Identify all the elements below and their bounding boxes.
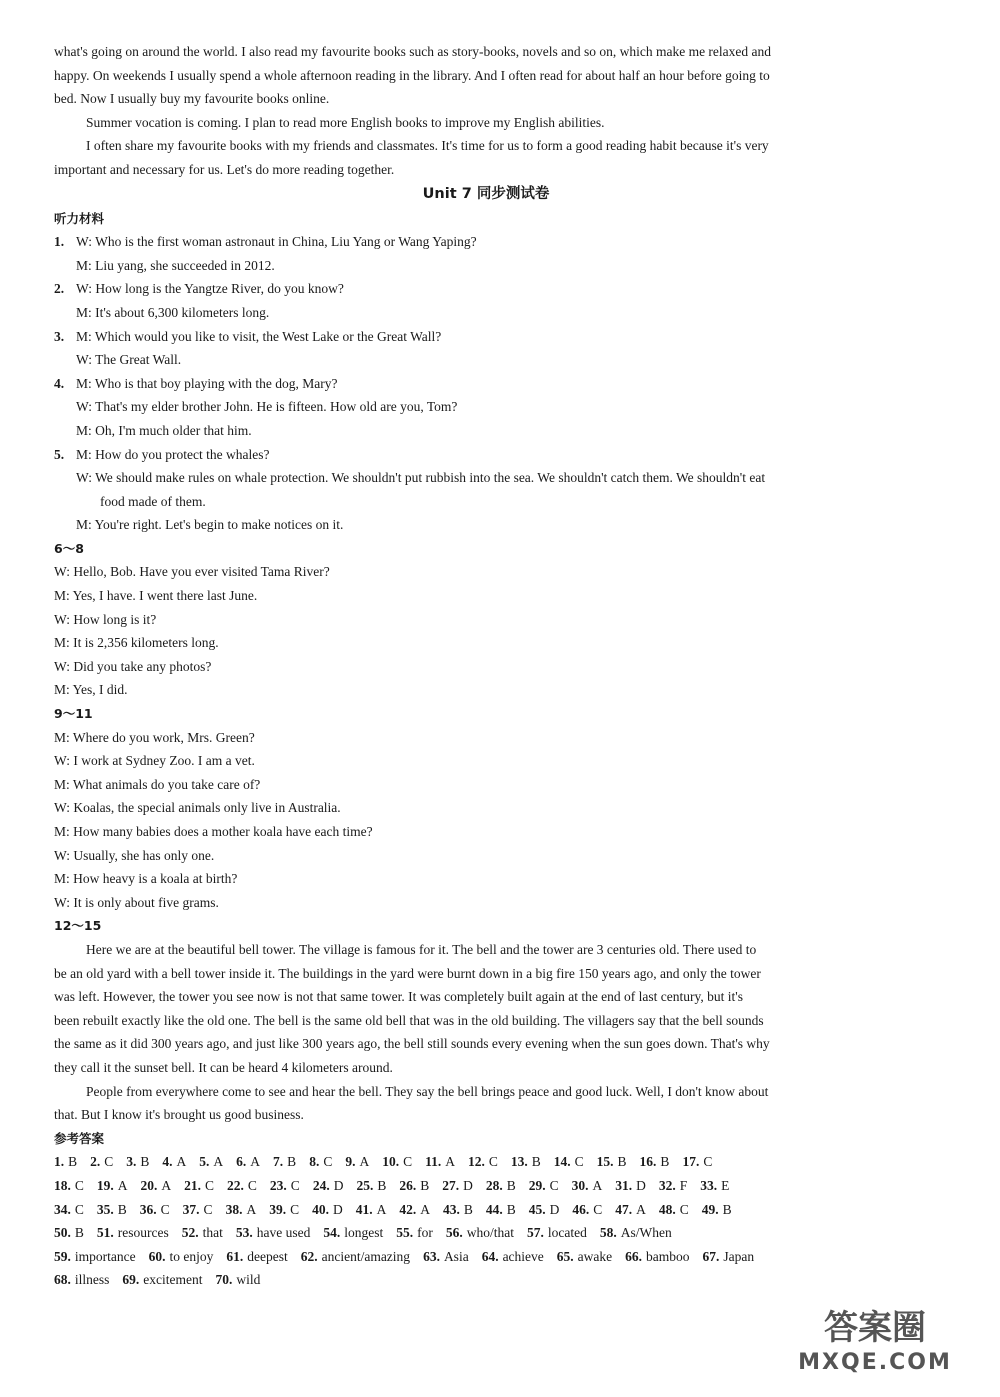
answer-number: 61. — [226, 1248, 244, 1264]
answer-item — [140, 1198, 170, 1222]
answer-value: C — [679, 1201, 689, 1217]
question-number: 4. — [54, 375, 65, 391]
answer-value: who/that — [466, 1225, 514, 1241]
answer-row — [54, 1150, 918, 1174]
text-line: M: Where do you work, Mrs. Green? — [54, 729, 255, 745]
answer-number: 49. — [701, 1201, 719, 1217]
text-line: M: How many babies does a mother koala have each time? — [54, 824, 373, 839]
answer-number: 62. — [300, 1248, 318, 1264]
text-line: W: Koalas, the special animals only live in Australia. — [54, 800, 341, 816]
answer-value: D — [636, 1177, 646, 1193]
text-line: M: What animals do you take care of? — [54, 776, 261, 792]
answer-value: illness — [74, 1272, 110, 1288]
answer-value: deepest — [247, 1248, 288, 1264]
answer-number: 20. — [140, 1177, 158, 1193]
answer-value: awake — [577, 1248, 613, 1264]
answer-number: 60. — [148, 1248, 166, 1264]
answer-value: Japan — [723, 1248, 755, 1264]
question-number: 2. — [54, 281, 65, 297]
answer-row — [54, 1198, 918, 1222]
text-line: W: It is only about five grams. — [54, 894, 219, 910]
answer-number: 10. — [382, 1154, 400, 1170]
answer-number: 2. — [90, 1154, 101, 1170]
answer-item — [702, 1198, 732, 1222]
answer-item — [54, 1150, 77, 1174]
answer-item — [486, 1198, 516, 1222]
text-line: W: How long is it? — [54, 611, 157, 627]
answer-number: 7. — [273, 1154, 284, 1170]
answer-number: 58. — [599, 1225, 617, 1241]
dialogue-list — [54, 230, 918, 537]
text-line: been rebuilt exactly like the old one. The bell is the same old bell that was in the old building. The villagers say that the bell sounds — [54, 1012, 764, 1028]
text-line: be an old yard with a bell tower inside it. The buildings in the yard were burnt down in a big fire 150 years ago, and only the tower — [54, 965, 761, 981]
answer-value: C — [104, 1154, 114, 1170]
answer-value: B — [722, 1201, 732, 1217]
answer-item — [572, 1198, 602, 1222]
answer-number: 66. — [625, 1248, 643, 1264]
answer-item — [141, 1174, 172, 1198]
answer-number: 5. — [199, 1154, 210, 1170]
answer-value: As/When — [620, 1225, 672, 1241]
dialogue-6-8 — [54, 560, 918, 702]
answer-value: A — [176, 1154, 187, 1170]
dialogue-line — [54, 325, 918, 349]
question-number: 3. — [54, 328, 65, 344]
answer-value: A — [250, 1154, 261, 1170]
answer-item — [615, 1174, 646, 1198]
answer-value: B — [74, 1225, 84, 1241]
answer-item — [97, 1221, 169, 1245]
answer-number: 32. — [658, 1177, 676, 1193]
answer-value: C — [323, 1154, 333, 1170]
answer-value: A — [213, 1154, 224, 1170]
dialogue-line — [54, 395, 918, 419]
dialogue-text: W: That's my elder brother John. He is fifteen. How old are you, Tom? — [76, 399, 458, 415]
answer-number: 33. — [700, 1177, 718, 1193]
answer-number: 26. — [399, 1177, 417, 1193]
answer-number: 57. — [526, 1225, 544, 1241]
dialogue-line — [54, 230, 918, 254]
answer-value: A — [359, 1154, 370, 1170]
dialogue-line — [54, 301, 918, 325]
answer-item — [468, 1150, 498, 1174]
text-line: that. But I know it's brought us good business. — [54, 1107, 304, 1123]
answer-number: 15. — [596, 1154, 614, 1170]
answer-value: C — [593, 1201, 603, 1217]
answer-item — [511, 1150, 541, 1174]
answer-number: 55. — [396, 1225, 414, 1241]
answer-item — [226, 1198, 257, 1222]
answer-number: 24. — [312, 1177, 330, 1193]
answer-value: that — [202, 1225, 223, 1241]
answer-number: 45. — [528, 1201, 546, 1217]
dialogue-text: M: Which would you like to visit, the West Lake or the Great Wall? — [76, 328, 442, 344]
answer-item — [572, 1174, 603, 1198]
answer-item — [443, 1198, 473, 1222]
answer-item — [597, 1150, 627, 1174]
answer-value: A — [376, 1201, 387, 1217]
text-line: bed. Now I usually buy my favourite books online. — [54, 91, 330, 107]
answer-number: 47. — [615, 1201, 633, 1217]
answer-row — [54, 1268, 918, 1292]
answer-number: 22. — [227, 1177, 244, 1193]
text-line: M: It is 2,356 kilometers long. — [54, 635, 219, 651]
dialogue-text: food made of them. — [100, 493, 206, 509]
answer-value: A — [420, 1201, 430, 1217]
dialogue-text: W: The Great Wall. — [76, 352, 182, 368]
answer-item — [97, 1174, 128, 1198]
answer-value: B — [140, 1154, 150, 1170]
dialogue-text: M: Who is that boy playing with the dog, Mary? — [76, 375, 338, 391]
answer-number: 9. — [345, 1154, 356, 1170]
answer-number: 27. — [442, 1177, 460, 1193]
answer-number: 41. — [355, 1201, 373, 1217]
answer-number: 13. — [510, 1154, 528, 1170]
answer-item — [309, 1150, 332, 1174]
answer-item — [527, 1221, 587, 1245]
answer-item — [162, 1150, 186, 1174]
section-heading-9-11: 9～11 — [54, 706, 93, 722]
answer-value: D — [332, 1201, 343, 1217]
answer-value: ancient/amazing — [321, 1248, 411, 1264]
answer-item — [600, 1221, 672, 1245]
answer-value: B — [287, 1154, 297, 1170]
answer-value: B — [463, 1201, 473, 1217]
answer-value: F — [679, 1177, 688, 1193]
answer-item — [301, 1245, 410, 1269]
answer-number: 1. — [54, 1154, 65, 1170]
answer-row — [54, 1174, 918, 1198]
answer-value: D — [463, 1177, 473, 1193]
answer-value: importance — [74, 1248, 136, 1264]
answer-value: located — [547, 1225, 587, 1241]
dialogue-line — [54, 372, 918, 396]
answer-item — [226, 1245, 287, 1269]
answer-value: wild — [236, 1272, 261, 1288]
answer-value: excitement — [143, 1272, 203, 1288]
answer-number: 29. — [528, 1177, 546, 1193]
text-line: W: Hello, Bob. Have you ever visited Tama River? — [54, 564, 330, 580]
answer-number: 19. — [96, 1177, 114, 1193]
answer-number: 44. — [485, 1201, 503, 1217]
text-line: happy. On weekends I usually spend a whole afternoon reading in the library. And I often read for about half an hour before going to — [54, 67, 770, 83]
answer-value: have used — [256, 1225, 311, 1241]
answer-number: 16. — [639, 1154, 657, 1170]
answer-value: B — [420, 1177, 430, 1193]
answer-number: 64. — [481, 1248, 499, 1264]
answer-number: 34. — [54, 1201, 71, 1217]
answer-number: 25. — [356, 1177, 374, 1193]
answer-value: A — [445, 1154, 455, 1170]
unit-title: Unit 7 同步测试卷 — [422, 185, 550, 202]
text-line: M: Yes, I did. — [54, 682, 128, 698]
answer-item — [396, 1221, 433, 1245]
answer-number: 67. — [702, 1248, 720, 1264]
answer-number: 30. — [571, 1177, 589, 1193]
answer-value: C — [290, 1201, 300, 1217]
text-line: the same as it did 300 years ago, and just like 300 years ago, the bell still sounds every evening when the sun goes down. That's why — [54, 1036, 770, 1052]
answer-number: 4. — [162, 1154, 173, 1170]
answer-value: C — [703, 1154, 713, 1170]
answer-item — [682, 1150, 712, 1174]
passage-paragraph-1 — [54, 938, 918, 1080]
watermark-title: 答案圈 — [824, 1308, 926, 1348]
text-line: W: Did you take any photos? — [54, 658, 212, 674]
answer-value: B — [377, 1177, 387, 1193]
answer-number: 43. — [442, 1201, 460, 1217]
answer-item — [97, 1198, 127, 1222]
answer-value: A — [636, 1201, 646, 1217]
answer-item — [399, 1198, 430, 1222]
dialogue-9-11 — [54, 726, 918, 915]
dialogue-text: M: How do you protect the whales? — [76, 446, 270, 462]
answer-value: C — [574, 1154, 584, 1170]
answer-number: 53. — [235, 1225, 253, 1241]
answer-item — [486, 1174, 516, 1198]
answer-item — [122, 1268, 202, 1292]
answer-item — [270, 1174, 300, 1198]
answer-value: C — [203, 1201, 213, 1217]
watermark-logo — [780, 1299, 970, 1377]
text-line: Here we are at the beautiful bell tower. The village is famous for it. The bell and the tower are 3 centuries old. There used to — [86, 941, 757, 957]
answers-heading: 参考答案 — [54, 1130, 105, 1146]
answer-number: 36. — [139, 1201, 157, 1217]
answer-number: 56. — [445, 1225, 463, 1241]
answer-number: 50. — [54, 1225, 71, 1241]
answer-number: 70. — [215, 1272, 233, 1288]
dialogue-text: W: We should make rules on whale protection. We shouldn't put rubbish into the sea. We shouldn't catch them. We shouldn't eat — [76, 470, 766, 486]
answer-item — [126, 1150, 149, 1174]
answer-item — [482, 1245, 544, 1269]
answer-value: D — [549, 1201, 560, 1217]
dialogue-line — [54, 443, 918, 467]
dialogue-text: W: How long is the Yangtze River, do you know? — [76, 281, 344, 297]
answer-value: B — [506, 1177, 516, 1193]
answer-number: 21. — [184, 1177, 202, 1193]
answer-item — [269, 1198, 299, 1222]
answer-item — [446, 1221, 514, 1245]
answer-number: 6. — [236, 1154, 247, 1170]
answer-item — [659, 1198, 689, 1222]
answer-number: 17. — [682, 1154, 700, 1170]
answer-item — [54, 1268, 109, 1292]
answer-number: 18. — [54, 1177, 71, 1193]
answer-number: 69. — [122, 1272, 140, 1288]
answer-number: 12. — [467, 1154, 485, 1170]
answer-value: achieve — [502, 1248, 544, 1264]
answer-value: C — [290, 1177, 300, 1193]
dialogue-line — [54, 419, 918, 443]
answer-value: B — [117, 1201, 127, 1217]
answer-value: C — [549, 1177, 559, 1193]
answer-number: 54. — [323, 1225, 341, 1241]
answer-item — [399, 1174, 429, 1198]
section-heading-6-8: 6～8 — [54, 540, 84, 556]
answer-item — [640, 1150, 670, 1174]
question-number: 5. — [54, 446, 65, 462]
answer-value: C — [488, 1154, 498, 1170]
answer-item — [703, 1245, 755, 1269]
answer-item — [356, 1198, 387, 1222]
text-line: I often share my favourite books with my friends and classmates. It's time for us to form a good reading habit because it's very — [86, 138, 769, 154]
answer-item — [356, 1174, 386, 1198]
answer-value: C — [403, 1154, 413, 1170]
intro-paragraph-2: Summer vocation is coming. I plan to read more English books to improve my English abilities. — [86, 114, 605, 130]
answer-item — [273, 1150, 296, 1174]
answer-value: E — [721, 1177, 730, 1193]
answer-number: 59. — [54, 1248, 71, 1264]
answer-value: C — [74, 1177, 84, 1193]
answer-item — [557, 1245, 612, 1269]
answer-number: 48. — [658, 1201, 676, 1217]
answer-number: 68. — [54, 1272, 71, 1288]
answer-item — [529, 1198, 560, 1222]
answer-item — [529, 1174, 559, 1198]
intro-paragraph-3 — [54, 134, 918, 181]
answer-item — [313, 1174, 344, 1198]
text-line: they call it the sunset bell. It can be heard 4 kilometers around. — [54, 1059, 393, 1075]
passage-paragraph-2 — [54, 1080, 918, 1127]
answer-item — [184, 1174, 214, 1198]
answer-value: C — [205, 1177, 215, 1193]
answer-item — [323, 1221, 383, 1245]
text-line: was left. However, the tower you see now is not that same tower. It was completely built again at the end of last century, but it's — [54, 989, 743, 1005]
answer-value: to enjoy — [169, 1248, 214, 1264]
document-page — [54, 40, 918, 1292]
answer-number: 39. — [269, 1201, 287, 1217]
answer-value: A — [161, 1177, 172, 1193]
answer-item — [345, 1150, 369, 1174]
answer-number: 8. — [309, 1154, 320, 1170]
answer-number: 42. — [399, 1201, 417, 1217]
answer-item — [183, 1198, 213, 1222]
answer-item — [236, 1150, 260, 1174]
answer-number: 11. — [425, 1154, 442, 1170]
answer-value: A — [246, 1201, 257, 1217]
answer-number: 65. — [556, 1248, 574, 1264]
answer-item — [54, 1198, 84, 1222]
dialogue-line — [54, 513, 918, 537]
text-line: M: How heavy is a koala at birth? — [54, 871, 238, 887]
answer-item — [199, 1150, 223, 1174]
dialogue-text: W: Who is the first woman astronaut in China, Liu Yang or Wang Yaping? — [76, 234, 477, 250]
section-heading-12-15: 12～15 — [54, 918, 102, 934]
answer-value: C — [247, 1177, 257, 1193]
dialogue-line — [54, 466, 918, 490]
answer-value: A — [592, 1177, 603, 1193]
answer-value: B — [660, 1154, 670, 1170]
intro-paragraph-1 — [54, 40, 918, 111]
answer-value: Asia — [443, 1248, 469, 1264]
answer-item — [700, 1174, 729, 1198]
answer-item — [615, 1198, 646, 1222]
answer-item — [227, 1174, 257, 1198]
answer-item — [423, 1245, 469, 1269]
dialogue-text: M: Oh, I'm much older that him. — [76, 422, 252, 438]
answer-item — [54, 1221, 84, 1245]
answer-value: B — [617, 1154, 627, 1170]
answer-item — [149, 1245, 214, 1269]
answer-item — [659, 1174, 687, 1198]
answer-value: C — [160, 1201, 170, 1217]
answer-item — [236, 1221, 310, 1245]
answer-value: B — [531, 1154, 541, 1170]
text-line: W: I work at Sydney Zoo. I am a vet. — [54, 753, 255, 769]
answer-value: A — [117, 1177, 128, 1193]
answer-item — [54, 1174, 84, 1198]
answer-item — [312, 1198, 343, 1222]
listening-heading: 听力材料 — [54, 210, 105, 226]
answer-value: B — [506, 1201, 516, 1217]
answer-number: 14. — [553, 1154, 571, 1170]
answer-number: 46. — [572, 1201, 590, 1217]
answer-number: 40. — [312, 1201, 329, 1217]
answer-row — [54, 1245, 918, 1269]
dialogue-line — [54, 348, 918, 372]
dialogue-line — [54, 490, 918, 514]
answer-number: 3. — [126, 1154, 137, 1170]
answer-row — [54, 1221, 918, 1245]
answer-item — [625, 1245, 689, 1269]
answer-item — [382, 1150, 412, 1174]
answer-value: resources — [117, 1225, 169, 1241]
watermark-domain: MXQE.COM — [798, 1350, 952, 1375]
answer-number: 38. — [225, 1201, 243, 1217]
answer-number: 51. — [96, 1225, 114, 1241]
text-line: what's going on around the world. I also read my favourite books such as story-books, novels and so on, which make me relaxed and — [54, 44, 772, 59]
dialogue-line — [54, 277, 918, 301]
answer-number: 37. — [182, 1201, 200, 1217]
answer-item — [554, 1150, 584, 1174]
answer-item — [425, 1150, 455, 1174]
question-number: 1. — [54, 234, 65, 250]
answer-value: longest — [344, 1225, 384, 1241]
answer-number: 31. — [615, 1177, 633, 1193]
answer-value: D — [333, 1177, 344, 1193]
answer-item — [442, 1174, 473, 1198]
text-line: W: Usually, she has only one. — [54, 847, 215, 863]
text-line: M: Yes, I have. I went there last June. — [54, 588, 258, 604]
dialogue-text: M: You're right. Let's begin to make notices on it. — [76, 517, 344, 533]
answer-value: B — [68, 1154, 78, 1170]
answer-value: C — [74, 1201, 84, 1217]
text-line: important and necessary for us. Let's do more reading together. — [54, 161, 395, 177]
text-line: People from everywhere come to see and hear the bell. They say the bell brings peace and good luck. Well, I don't know about — [86, 1083, 769, 1099]
dialogue-text: M: It's about 6,300 kilometers long. — [76, 304, 270, 320]
dialogue-text: M: Liu yang, she succeeded in 2012. — [76, 257, 275, 273]
answer-item — [216, 1268, 261, 1292]
answer-key — [54, 1150, 918, 1292]
answer-number: 28. — [485, 1177, 503, 1193]
answer-number: 23. — [269, 1177, 287, 1193]
answer-item — [182, 1221, 223, 1245]
answer-item — [54, 1245, 136, 1269]
answer-value: for — [417, 1225, 433, 1241]
answer-item — [90, 1150, 113, 1174]
answer-value: bamboo — [646, 1248, 690, 1264]
answer-number: 35. — [96, 1201, 114, 1217]
answer-number: 63. — [423, 1248, 440, 1264]
answer-number: 52. — [181, 1225, 199, 1241]
dialogue-line — [54, 254, 918, 278]
